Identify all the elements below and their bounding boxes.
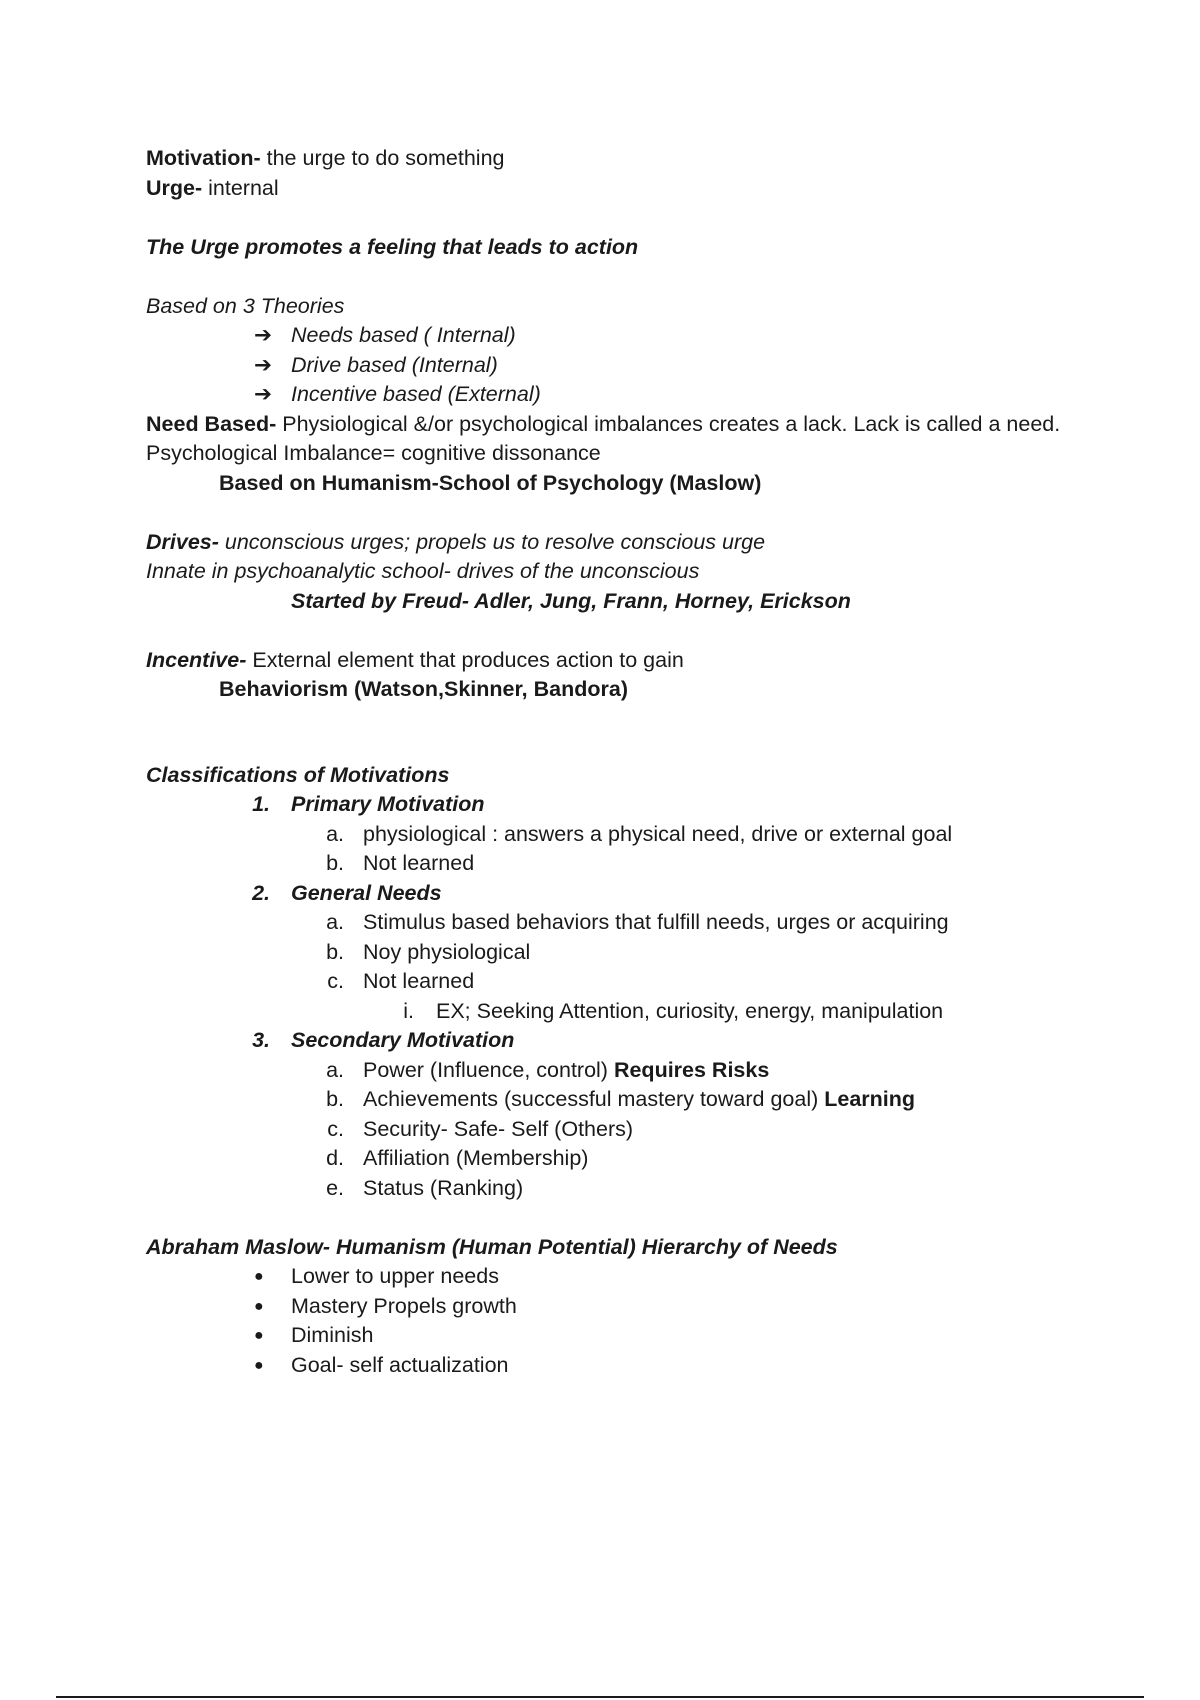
group-number: 3. bbox=[252, 1028, 270, 1052]
maslow-heading: Abraham Maslow- Humanism (Human Potential) Hierarchy of Needs bbox=[146, 1234, 838, 1259]
motivation-def: the urge to do something bbox=[260, 146, 505, 170]
sub-list-item bbox=[146, 997, 1146, 1027]
bullet-icon: ● bbox=[254, 1327, 264, 1344]
need-based-def: Physiological &/or psychological imbalances creates a lack. Lack is called a need. bbox=[276, 411, 1061, 436]
bullet-icon: ● bbox=[254, 1356, 264, 1374]
item-letter: c. bbox=[327, 1116, 344, 1141]
group-title: General Needs bbox=[291, 880, 442, 905]
motivation-term: Motivation- bbox=[146, 146, 261, 170]
incentive-definition bbox=[146, 646, 1146, 676]
classifications-heading: Classifications of Motivations bbox=[146, 762, 450, 787]
bullet-text: Goal- self actualization bbox=[291, 1352, 509, 1377]
bullet-item bbox=[146, 1351, 1146, 1381]
need-based-school: Based on Humanism-School of Psychology (Maslow) bbox=[219, 470, 762, 495]
key-statement: The Urge promotes a feeling that leads to action bbox=[146, 234, 639, 259]
bullet-item bbox=[146, 1262, 1146, 1292]
theory-item bbox=[146, 351, 1146, 381]
classification-group bbox=[146, 1026, 1146, 1056]
theory-item-text: Incentive based (External) bbox=[291, 382, 541, 406]
classification-group bbox=[146, 879, 1146, 909]
drives-line2: Innate in psychoanalytic school- drives of the unconscious bbox=[146, 559, 700, 583]
classification-group bbox=[146, 790, 1146, 820]
theory-item-text: Drive based (Internal) bbox=[291, 352, 498, 377]
list-item bbox=[146, 1115, 1146, 1145]
item-letter: e. bbox=[326, 1175, 344, 1200]
item-text: Security- Safe- Self (Others) bbox=[363, 1116, 634, 1141]
list-item bbox=[146, 938, 1146, 968]
need-based-term: Need Based- bbox=[146, 411, 277, 436]
item-text: Noy physiological bbox=[363, 939, 531, 964]
list-item bbox=[146, 849, 1146, 879]
group-title: Secondary Motivation bbox=[291, 1028, 515, 1052]
document-page bbox=[146, 144, 1146, 1380]
footer-divider bbox=[56, 1696, 1144, 1698]
item-letter: b. bbox=[326, 851, 344, 875]
arrow-icon: ➔ bbox=[254, 352, 273, 377]
item-letter: a. bbox=[326, 821, 344, 846]
theory-item bbox=[146, 380, 1146, 410]
drives-school: Started by Freud- Adler, Jung, Frann, Horney, Erickson bbox=[291, 588, 851, 613]
arrow-icon: ➔ bbox=[254, 323, 273, 347]
item-letter: a. bbox=[326, 1057, 344, 1082]
list-item bbox=[146, 1056, 1146, 1086]
group-number: 1. bbox=[252, 792, 270, 816]
item-letter: b. bbox=[326, 939, 344, 964]
drives-def: unconscious urges; propels us to resolve conscious urge bbox=[218, 529, 766, 554]
group-number: 2. bbox=[252, 880, 270, 905]
item-text: EX; Seeking Attention, curiosity, energy, manipulation bbox=[436, 998, 944, 1023]
theory-item bbox=[146, 321, 1146, 351]
drives-definition bbox=[146, 528, 1146, 558]
item-text: Not learned bbox=[363, 851, 475, 875]
incentive-school: Behaviorism (Watson,Skinner, Bandora) bbox=[219, 677, 628, 701]
item-text: Stimulus based behaviors that fulfill needs, urges or acquiring bbox=[363, 910, 949, 934]
item-letter: a. bbox=[326, 910, 344, 934]
bullet-text: Diminish bbox=[291, 1323, 374, 1347]
need-based-definition bbox=[146, 410, 1146, 440]
theories-intro: Based on 3 Theories bbox=[146, 293, 345, 318]
urge-definition bbox=[146, 174, 1146, 204]
bullet-text: Mastery Propels growth bbox=[291, 1293, 517, 1318]
urge-term: Urge- bbox=[146, 175, 203, 200]
arrow-icon: ➔ bbox=[254, 382, 273, 406]
list-item bbox=[146, 1085, 1146, 1115]
bullet-item bbox=[146, 1292, 1146, 1322]
list-item bbox=[146, 967, 1146, 997]
urge-def: internal bbox=[202, 175, 279, 200]
item-text: Status (Ranking) bbox=[363, 1175, 524, 1200]
bullet-icon: ● bbox=[254, 1297, 264, 1315]
item-text: physiological : answers a physical need, drive or external goal bbox=[363, 821, 953, 846]
list-item bbox=[146, 908, 1146, 938]
drives-term: Drives- bbox=[146, 529, 219, 554]
item-letter: b. bbox=[326, 1087, 344, 1111]
item-text: Not learned bbox=[363, 969, 475, 993]
incentive-def: External element that produces action to gain bbox=[246, 647, 684, 672]
item-bold-suffix: Learning bbox=[824, 1087, 916, 1111]
bullet-text: Lower to upper needs bbox=[291, 1264, 499, 1288]
theory-item-text: Needs based ( Internal) bbox=[291, 323, 516, 347]
list-item bbox=[146, 1144, 1146, 1174]
item-bold-suffix: Requires Risks bbox=[613, 1057, 770, 1082]
item-text: Affiliation (Membership) bbox=[363, 1146, 589, 1170]
list-item bbox=[146, 1174, 1146, 1204]
item-text-wrap bbox=[363, 1056, 769, 1086]
incentive-term: Incentive- bbox=[146, 647, 247, 672]
bullet-icon: ● bbox=[254, 1268, 264, 1285]
item-text: Achievements (successful mastery toward goal) bbox=[363, 1087, 825, 1111]
item-letter: c. bbox=[327, 969, 344, 993]
item-text: Power (Influence, control) bbox=[363, 1057, 614, 1082]
need-based-line2: Psychological Imbalance= cognitive dissonance bbox=[146, 441, 601, 465]
item-letter: d. bbox=[326, 1146, 344, 1170]
bullet-item bbox=[146, 1321, 1146, 1351]
item-text-wrap bbox=[363, 1085, 915, 1115]
item-numeral: i. bbox=[403, 998, 414, 1023]
list-item bbox=[146, 820, 1146, 850]
motivation-definition bbox=[146, 144, 1146, 174]
group-title: Primary Motivation bbox=[291, 792, 485, 816]
